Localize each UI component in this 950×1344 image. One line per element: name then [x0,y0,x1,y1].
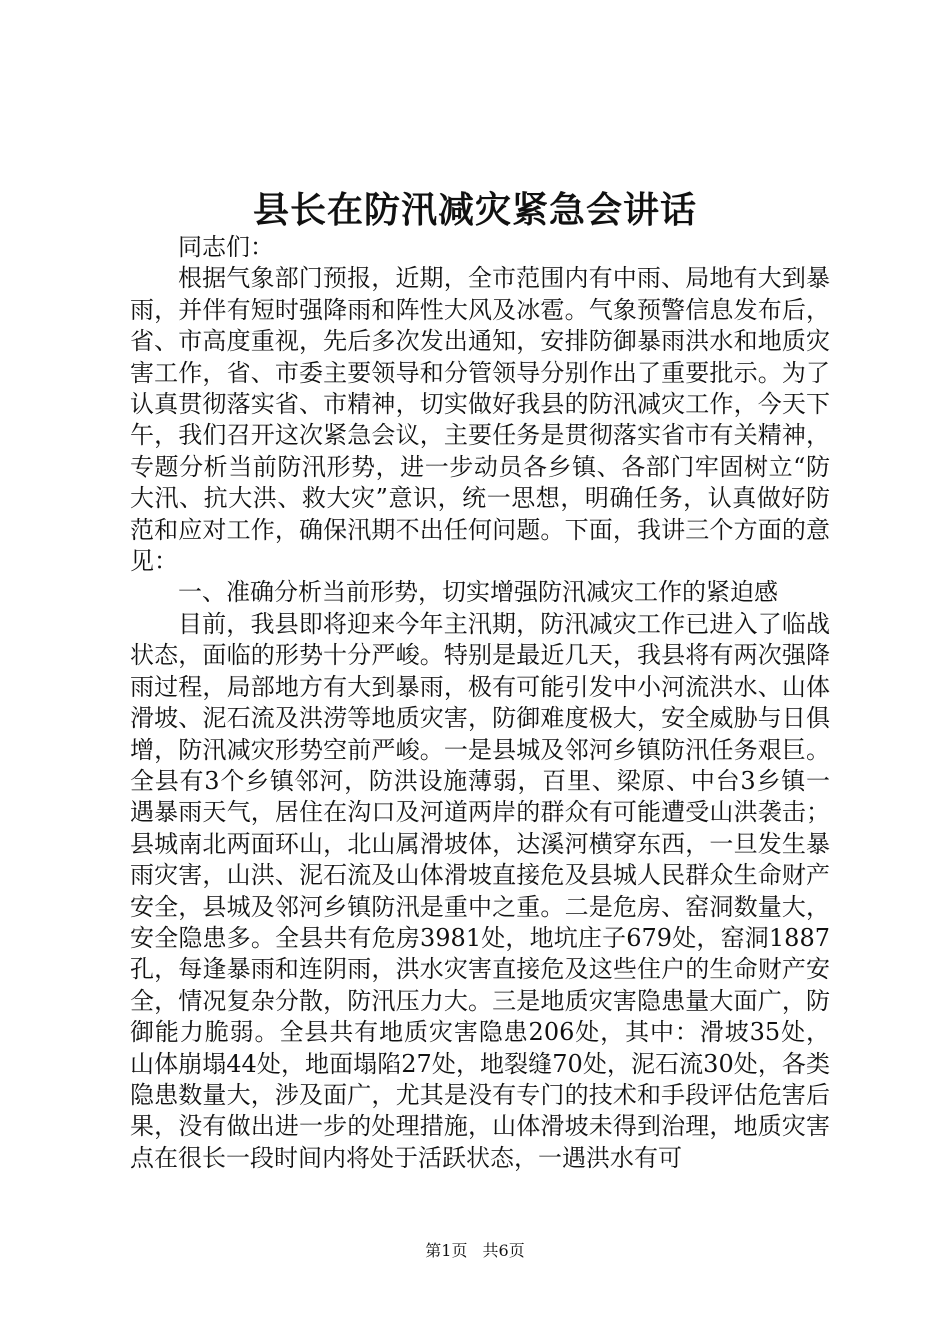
page-footer [0,1240,950,1262]
page-number: 第1页 [425,1241,468,1260]
paragraph-situation: 目前，我县即将迎来今年主汛期，防汛减灾工作已进入了临战状态，面临的形势十分严峻。特别是最近几天，我县将有两次强降雨过程，局部地方有大到暴雨，极有可能引发中小河流洪水、山体滑坡、泥石流及洪涝等地质灾害，防御难度极大，安全威胁与日俱增，防汛减灾形势空前严峻。一是县城及邻河乡镇防汛任务艰巨。全县有3个乡镇邻河，防洪设施薄弱，百里、梁原、中台3乡镇一遇暴雨天气，居住在沟口及河道两岸的群众有可能遭受山洪袭击；县城南北两面环山，北山属滑坡体，达溪河横穿东西，一旦发生暴雨灾害，山洪、泥石流及山体滑坡直接危及县城人民群众生命财产安全，县城及邻河乡镇防汛是重中之重。二是危房、窑洞数量大，安全隐患多。全县共有危房3981处，地坑庄子679处，窑洞1887孔，每逢暴雨和连阴雨，洪水灾害直接危及这些住户的生命财产安全，情况复杂分散，防汛压力大。三是地质灾害隐患量大面广，防御能力脆弱。全县共有地质灾害隐患206处，其中：滑坡35处，山体崩塌44处，地面塌陷27处，地裂缝70处，泥石流30处，各类隐患数量大，涉及面广，尤其是没有专门的技术和手段评估危害后果，没有做出进一步的处理措施，山体滑坡未得到治理，地质灾害点在很长一段时间内将处于活跃状态，一遇洪水有可 [130,609,830,1172]
section-heading-1: 一、准确分析当前形势，切实增强防汛减灾工作的紧迫感 [178,578,778,607]
salutation: 同志们： [178,233,274,261]
document-title: 县长在防汛减灾紧急会讲话 [252,189,697,231]
paragraph-intro: 根据气象部门预报，近期，全市范围内有中雨、局地有大到暴雨，并伴有短时强降雨和阵性大风及冰雹。气象预警信息发布后，省、市高度重视，先后多次发出通知，安排防御暴雨洪水和地质灾害工作，省、市委主要领导和分管领导分别作出了重要批示。为了认真贯彻落实省、市精神，切实做好我县的防汛减灾工作，今天下午，我们召开这次紧急会议，主要任务是贯彻落实省市有关精神，专题分析当前防汛形势，进一步动员各乡镇、各部门牢固树立“防大汛、抗大洪、救大灾”意识，统一思想，明确任务，认真做好防范和应对工作，确保汛期不出任何问题。下面，我讲三个方面的意见： [130,264,830,576]
document-body [130,232,830,1174]
page-total: 共6页 [482,1241,525,1260]
